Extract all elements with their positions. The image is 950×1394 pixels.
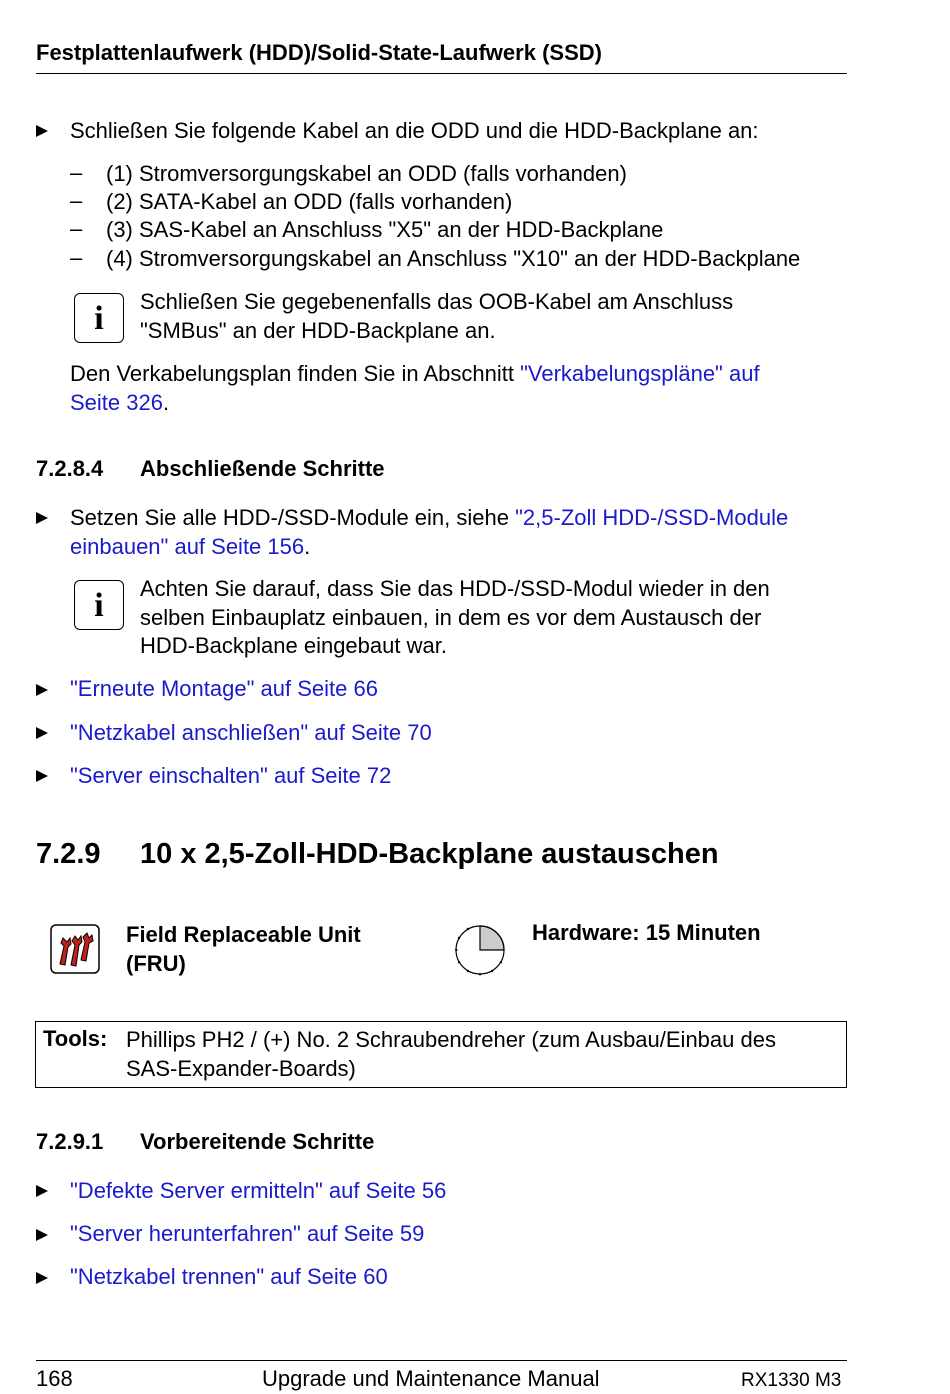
step-suffix: . <box>304 533 311 559</box>
time-label: Hardware: 15 Minuten <box>532 920 761 945</box>
tools-text <box>126 1026 776 1083</box>
bullet-arrow <box>36 1272 48 1284</box>
cross-reference <box>70 360 760 417</box>
step-link[interactable]: "Netzkabel trennen" auf Seite 60 <box>70 1264 388 1289</box>
ref-link[interactable]: Seite 326 <box>70 389 163 415</box>
note-line: Schließen Sie gegebenenfalls das OOB-Kabel am Anschluss <box>140 289 734 314</box>
section-number: 7.2.9 <box>36 838 101 870</box>
list-item: (4) Stromversorgungskabel an Anschluss "X10" an der HDD-Backplane <box>106 246 801 271</box>
bullet-arrow <box>36 770 48 782</box>
note-line: HDD-Backplane eingebaut war. <box>140 633 447 659</box>
wrench-tools-icon <box>50 924 100 974</box>
intro-step: Schließen Sie folgende Kabel an die ODD und die HDD-Backplane an: <box>70 118 759 143</box>
step-link[interactable]: einbauen" auf Seite 156 <box>70 533 305 559</box>
ref-text: Den Verkabelungsplan finden Sie in Abschnitt <box>70 361 521 386</box>
bullet-arrow <box>36 1229 48 1241</box>
page-number: 168 <box>36 1366 73 1391</box>
footer-title: Upgrade und Maintenance Manual <box>262 1366 600 1391</box>
section-title: Abschließende Schritte <box>140 456 385 481</box>
info-note <box>140 288 733 345</box>
fru-label <box>126 920 361 978</box>
note-line: selben Einbauplatz einbauen, in dem es vor dem Austausch der <box>140 604 762 630</box>
tools-line: Phillips PH2 / (+) No. 2 Schraubendreher (zum Ausbau/Einbau des <box>126 1027 776 1052</box>
dash: – <box>70 245 83 270</box>
step-link[interactable]: "Server einschalten" auf Seite 72 <box>70 763 392 788</box>
bullet-arrow <box>36 727 48 739</box>
tools-label: Tools: <box>43 1026 108 1051</box>
section-number: 7.2.9.1 <box>36 1129 104 1154</box>
step-link[interactable]: "Erneute Montage" auf Seite 66 <box>70 676 378 701</box>
list-item: (1) Stromversorgungskabel an ODD (falls vorhanden) <box>106 161 627 186</box>
section-title: 10 x 2,5-Zoll-HDD-Backplane austauschen <box>140 838 719 870</box>
list-item: (2) SATA-Kabel an ODD (falls vorhanden) <box>106 189 513 214</box>
dash: – <box>70 216 83 241</box>
step-text: Setzen Sie alle HDD-/SSD-Module ein, siehe <box>70 505 516 530</box>
bullet-arrow <box>36 125 48 137</box>
footer-rule <box>36 1360 847 1361</box>
step-link[interactable]: "Defekte Server ermitteln" auf Seite 56 <box>70 1178 447 1203</box>
section-number: 7.2.8.4 <box>36 456 104 481</box>
tools-line: SAS-Expander-Boards) <box>126 1055 356 1081</box>
bullet-arrow <box>36 1185 48 1197</box>
step-link[interactable]: "Server herunterfahren" auf Seite 59 <box>70 1221 425 1246</box>
note-line: Achten Sie darauf, dass Sie das HDD-/SSD-Modul wieder in den <box>140 576 770 601</box>
note-line: "SMBus" an der HDD-Backplane an. <box>140 317 496 343</box>
list-item: (3) SAS-Kabel an Anschluss "X5" an der HDD-Backplane <box>106 217 664 242</box>
ref-suffix: . <box>162 389 170 415</box>
ref-link[interactable]: "Verkabelungspläne" auf <box>520 361 760 386</box>
clock-icon <box>452 922 508 978</box>
step <box>70 504 788 561</box>
running-head: Festplattenlaufwerk (HDD)/Solid-State-Laufwerk (SSD) <box>36 40 602 65</box>
fru-line: (FRU) <box>126 951 186 976</box>
footer-model: RX1330 M3 <box>741 1370 842 1391</box>
bullet-arrow <box>36 684 48 696</box>
header-rule <box>36 73 847 74</box>
dash: – <box>70 160 83 185</box>
info-icon: i <box>74 580 124 630</box>
dash: – <box>70 188 83 213</box>
step-link[interactable]: "2,5-Zoll HDD-/SSD-Module <box>515 505 789 530</box>
info-note <box>140 575 770 661</box>
section-title: Vorbereitende Schritte <box>140 1129 375 1154</box>
fru-line: Field Replaceable Unit <box>126 922 361 947</box>
step-link[interactable]: "Netzkabel anschließen" auf Seite 70 <box>70 720 432 745</box>
info-icon: i <box>74 293 124 343</box>
bullet-arrow <box>36 512 48 524</box>
